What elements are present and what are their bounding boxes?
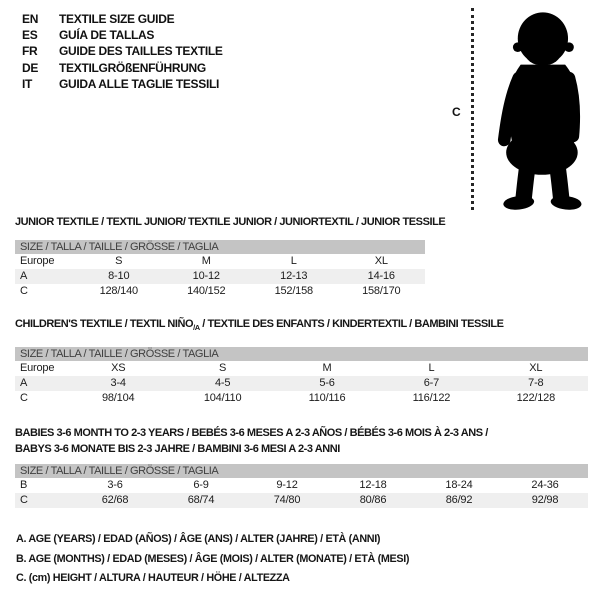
height-measure-dotted-line: [471, 8, 474, 210]
table-row-height: [15, 391, 588, 406]
language-row-fr: [22, 43, 223, 59]
language-code: EN: [22, 12, 39, 26]
table-cell: 80/86: [359, 494, 387, 506]
row-label: Europe: [20, 362, 55, 374]
legend-line-a: A. AGE (YEARS) / EDAD (AÑOS) / ÂGE (ANS) / ALTER (JAHRE) / ETÀ (ANNI): [16, 533, 381, 545]
height-figure: [440, 0, 600, 220]
size-header-band: SIZE / TALLA / TAILLE / GRÖSSE / TAGLIA: [15, 464, 588, 478]
title-subscript: /A: [193, 323, 200, 333]
row-label: C: [20, 285, 28, 297]
children-table: [15, 347, 588, 406]
table-row-age: [15, 376, 588, 391]
table-cell: L: [290, 255, 297, 267]
language-row-de: [22, 60, 223, 76]
table-cell: 5-6: [319, 377, 335, 389]
table-cell: L: [428, 362, 435, 374]
table-cell: 116/122: [412, 392, 451, 404]
table-row-europe: [15, 254, 425, 269]
table-cell: XS: [111, 362, 126, 374]
table-cell: XL: [374, 255, 388, 267]
table-cell: 86/92: [445, 494, 473, 506]
language-code: FR: [22, 44, 38, 59]
title-line-1: BABIES 3-6 MONTH TO 2-3 YEARS / BEBÉS 3-6 MESES A 2-3 AÑOS / BÉBÉS 3-6 MOIS À 2-3 ANS /: [15, 427, 488, 439]
table-cell: M: [201, 255, 211, 267]
language-label: GUIDE DES TAILLES TEXTILE: [59, 44, 223, 59]
table-cell: 62/68: [101, 494, 129, 506]
junior-table: [15, 240, 425, 299]
language-list: [22, 11, 223, 92]
table-cell: 158/170: [362, 285, 401, 297]
table-cell: 12-18: [359, 479, 387, 491]
babies-table-title: [15, 426, 488, 457]
table-cell: 152/158: [274, 285, 313, 297]
row-label: C: [20, 494, 28, 506]
table-row-age: [15, 269, 425, 284]
size-header-band: SIZE / TALLA / TAILLE / GRÖSSE / TAGLIA: [15, 347, 588, 361]
children-table-title: [15, 318, 504, 332]
table-cell: 6-9: [193, 479, 209, 491]
row-label: A: [20, 377, 28, 389]
table-row-height: [15, 284, 425, 299]
table-cell: 14-16: [367, 270, 395, 282]
language-row-es: [22, 27, 223, 43]
table-cell: 18-24: [445, 479, 473, 491]
table-row-europe: [15, 361, 588, 376]
table-cell: 122/128: [516, 392, 556, 404]
table-cell: S: [219, 362, 227, 374]
language-code: IT: [22, 76, 33, 91]
table-cell: 110/116: [308, 392, 346, 404]
table-cell: 128/140: [99, 285, 138, 297]
table-cell: 10-12: [192, 270, 220, 282]
table-cell: 3-6: [107, 479, 123, 491]
row-label: Europe: [20, 255, 55, 267]
title-line-2: BABYS 3-6 MONATE BIS 2-3 JAHRE / BAMBINI 3-6 MESI A 2-3 ANNI: [15, 442, 340, 455]
row-label: B: [20, 479, 28, 491]
table-cell: 4-5: [214, 377, 231, 389]
table-cell: S: [115, 255, 123, 267]
language-code: DE: [22, 60, 39, 75]
table-cell: 9-12: [276, 479, 298, 491]
language-label: GUIDA ALLE TAGLIE TESSILI: [59, 76, 220, 91]
title-text: CHILDREN'S TEXTILE / TEXTIL NIÑO: [15, 318, 194, 330]
language-row-it: [22, 76, 223, 92]
language-row-en: [22, 11, 223, 27]
table-cell: 7-8: [528, 377, 544, 389]
table-cell: 8-10: [108, 270, 130, 282]
table-cell: 104/110: [203, 392, 242, 404]
toddler-silhouette-image: [482, 6, 598, 214]
size-header-band: SIZE / TALLA / TAILLE / GRÖSSE / TAGLIA: [15, 240, 425, 254]
legend: [16, 530, 409, 589]
legend-line-b: B. AGE (MONTHS) / EDAD (MESES) / ÂGE (MOIS) / ALTER (MONATE) / ETÀ (MESI): [16, 552, 410, 565]
table-cell: XL: [529, 362, 543, 374]
legend-line-c: C. (cm) HEIGHT / ALTURA / HAUTEUR / HÖHE / ALTEZZA: [16, 572, 290, 585]
table-row-months: [15, 478, 588, 493]
table-cell: 6-7: [423, 377, 440, 389]
height-marker-label: C: [452, 105, 461, 119]
language-label: TEXTILE SIZE GUIDE: [59, 12, 175, 26]
babies-table: [15, 464, 588, 508]
table-cell: 140/152: [187, 285, 226, 297]
table-row-height: [15, 493, 588, 508]
table-cell: M: [322, 362, 332, 374]
row-label: C: [20, 392, 28, 404]
table-cell: 12-13: [280, 270, 308, 282]
language-label: TEXTILGRÖßENFÜHRUNG: [59, 60, 206, 75]
title-text: / TEXTILE DES ENFANTS / KINDERTEXTIL / BAMBINI TESSILE: [199, 318, 504, 330]
language-code: ES: [22, 28, 38, 43]
table-cell: 3-4: [110, 377, 126, 389]
table-cell: 98/104: [101, 392, 135, 404]
table-cell: 68/74: [187, 494, 215, 506]
table-cell: 74/80: [273, 494, 301, 506]
language-label: GUÍA DE TALLAS: [59, 28, 155, 43]
table-cell: 92/98: [531, 494, 559, 506]
table-cell: 24-36: [531, 479, 559, 491]
junior-table-title: JUNIOR TEXTILE / TEXTIL JUNIOR/ TEXTILE JUNIOR / JUNIORTEXTIL / JUNIOR TESSILE: [15, 216, 446, 228]
row-label: A: [20, 270, 28, 282]
